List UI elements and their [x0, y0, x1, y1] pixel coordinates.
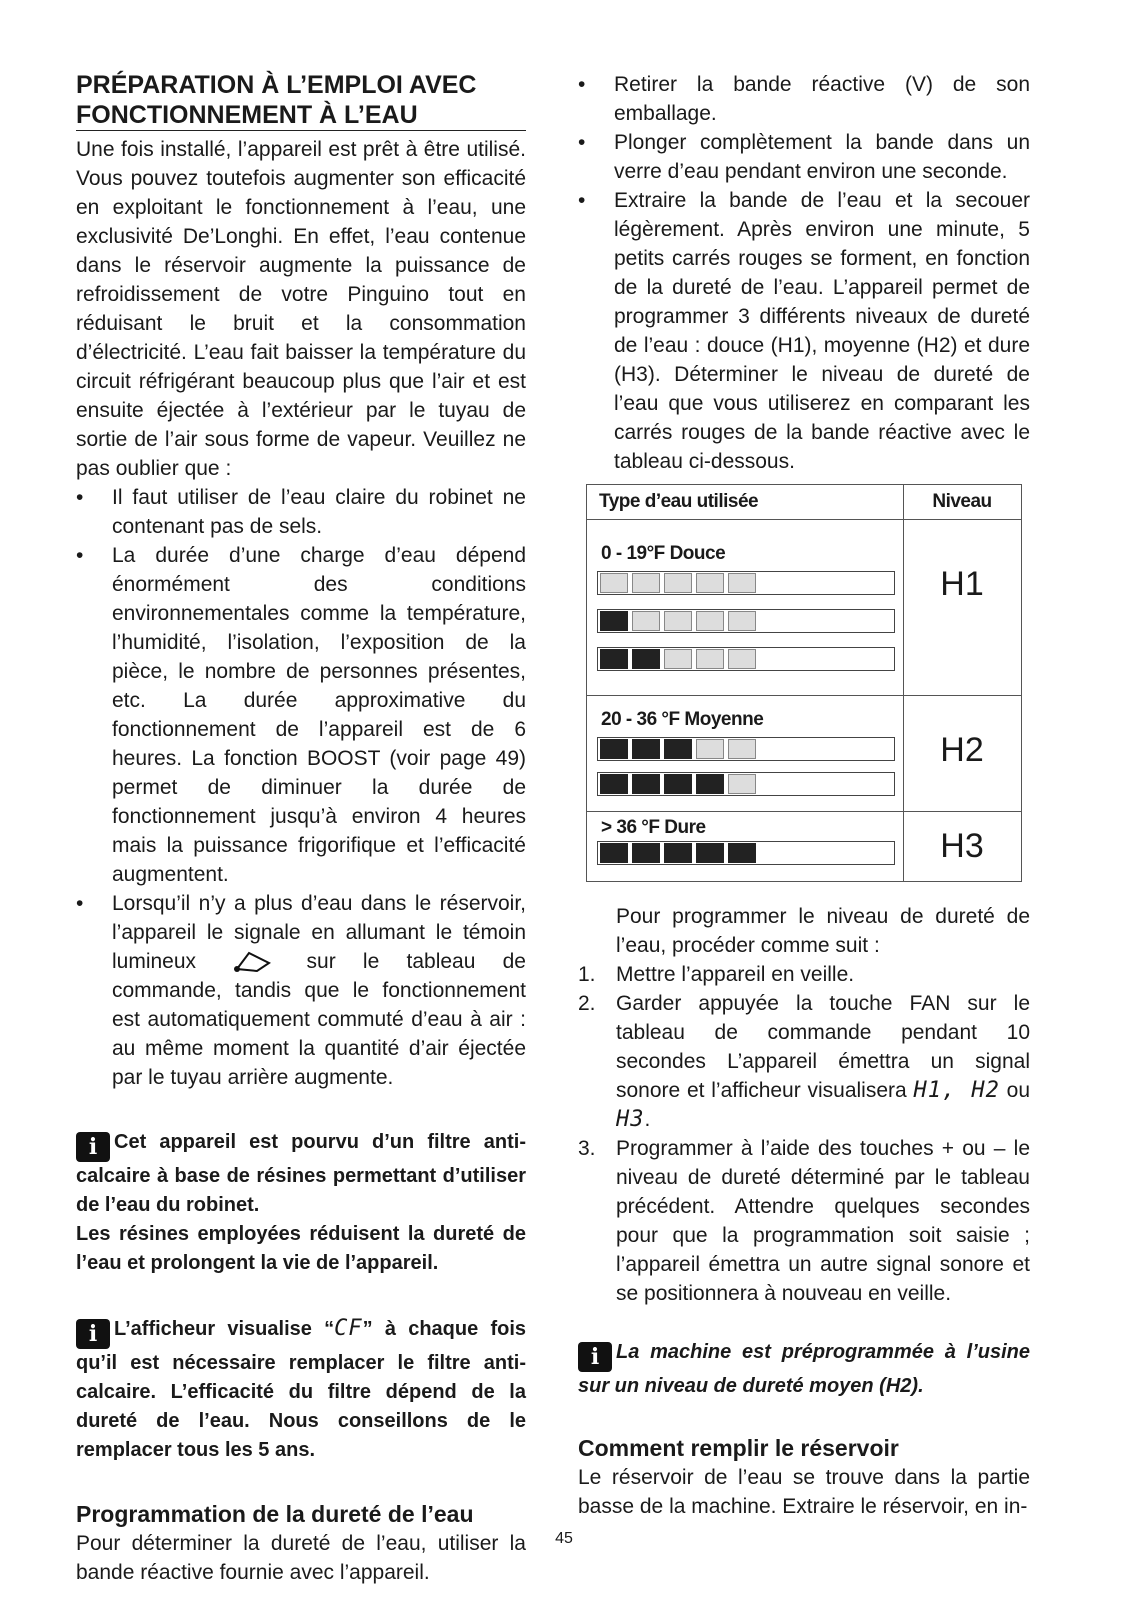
- test-strip-0-dark: [597, 571, 895, 595]
- table-header-type: Type d’eau utilisée: [599, 491, 759, 512]
- info-icon: i: [76, 1319, 110, 1349]
- fill-subtitle: Comment remplir le réservoir: [578, 1435, 899, 1461]
- list-item: • Plonger complètement la bande dans un verre d’eau pendant environ une seconde.: [578, 128, 1030, 186]
- step-number: 2.: [578, 992, 596, 1015]
- strip-square: [600, 774, 628, 794]
- list-item: • Retirer la bande réactive (V) de son emballage.: [578, 70, 1030, 128]
- list-item: • Il faut utiliser de l’eau claire du robinet ne contenant pas de sels.: [76, 483, 526, 541]
- factory-note-text: La machine est préprogrammée à l’usine sur un niveau de dureté moyen (H2).: [578, 1341, 1030, 1397]
- display-code-h3: H3: [616, 1107, 645, 1132]
- cf-note-post: ” à chaque fois qu’il est nécessaire remplacer le filtre anti-calcaire. L’efficacité du filtre dépend de la dureté de l’eau. Nous conseillons de le remplacer tous les 5 ans.: [76, 1318, 527, 1461]
- strip-square: [696, 774, 724, 794]
- filter-note-text-a: Cet appareil est pourvu d’un filtre anti-calcaire à base de résines permettant d’utiliser de l’eau du robinet.: [76, 1131, 526, 1216]
- strip-square: [632, 611, 660, 631]
- test-strip-3-dark: [597, 737, 895, 761]
- right-bullet-list: [578, 70, 1030, 476]
- list-item: • La durée d’une charge d’eau dépend énormément des conditions environnementales comme la température, l’humidité, l’isolation, l’exposition de la pièce, le nombre de personnes présentes, etc. La durée approximative du fonctionnement de l’appareil est de 6 heures. La fonction BOOST (voir page 49) permet de diminuer la durée de fonctionnement jusqu’à environ 4 heures mais la puissance frigorifique et l’efficacité augmentent.: [76, 541, 526, 889]
- bullet3-text-b: sur le tableau de commande, tandis que le fonctionnement est automatiquement commuté d’eau à air : au même moment la quantité d’air éjectée par le tuyau arrière augmente.: [112, 950, 526, 1089]
- level-h2: H2: [940, 731, 984, 769]
- or-word: ou: [1006, 1079, 1030, 1102]
- strip-square: [728, 573, 756, 593]
- list-item: [76, 889, 526, 1092]
- strip-square: [600, 649, 628, 669]
- fill-text: Le réservoir de l’eau se trouve dans la partie basse de la machine. Extraire le réservoir, en in-: [578, 1466, 1030, 1518]
- cf-display-code: CF: [334, 1316, 363, 1341]
- prog-intro: Pour programmer le niveau de dureté de l’eau, procéder comme suit :: [616, 905, 1030, 957]
- list-item: [578, 1134, 1030, 1308]
- strip-square: [728, 774, 756, 794]
- left-bullet-list: [76, 483, 526, 1092]
- strip-square: [600, 611, 628, 631]
- step-text: Mettre l’appareil en veille.: [616, 963, 855, 986]
- hardness-text: Pour déterminer la dureté de l’eau, utiliser la bande réactive fournie avec l’appareil.: [76, 1532, 526, 1584]
- group-label-medium: 20 - 36 °F Moyenne: [601, 709, 764, 730]
- test-strip-1-dark: [597, 609, 895, 633]
- water-tank-empty-icon: [229, 949, 273, 973]
- bullet3-text-a: Lorsqu’il n’y a plus d’eau dans le réservoir, l’appareil le signale en allumant le témoin lumineux: [112, 892, 526, 973]
- strip-square: [696, 611, 724, 631]
- strip-square: [664, 843, 692, 863]
- section-title: [76, 70, 526, 131]
- info-icon: i: [76, 1132, 110, 1162]
- hardness-table: [586, 484, 1022, 882]
- level-h3: H3: [940, 827, 984, 865]
- strip-square: [664, 774, 692, 794]
- strip-square: [728, 843, 756, 863]
- strip-square: [632, 739, 660, 759]
- right-column: [578, 70, 1030, 476]
- test-strip-4-dark: [597, 772, 895, 796]
- strip-square: [632, 843, 660, 863]
- left-column: [76, 70, 526, 1587]
- hardness-subtitle: Programmation de la dureté de l’eau: [76, 1501, 474, 1527]
- section-title-line1: PRÉPARATION À L’EMPLOI AVEC: [76, 71, 477, 99]
- strip-square: [728, 611, 756, 631]
- level-h1: H1: [940, 565, 984, 603]
- strip-square: [632, 649, 660, 669]
- filter-note: [76, 1128, 526, 1278]
- strip-square: [664, 649, 692, 669]
- list-item: • Extraire la bande de l’eau et la secouer légèrement. Après environ une minute, 5 petits carrés rouges se forment, en fonction de la dureté de l’eau. L’appareil permet de programmer 3 différents niveaux de dureté de l’eau : douce (H1), moyenne (H2) et dure (H3). Déterminer le niveau de dureté de l’eau que vous utiliserez en comparant les carrés rouges de la bande réactive avec le tableau ci-dessous.: [578, 186, 1030, 476]
- strip-square: [632, 774, 660, 794]
- strip-square: [600, 843, 628, 863]
- strip-square: [600, 573, 628, 593]
- cf-note: [76, 1314, 526, 1465]
- step-text: Programmer à l’aide des touches + ou – le niveau de dureté déterminé par le tableau précédent. Attendre quelques secondes pour que la programmation soit saisie ; l’appareil émettra un autre signal sonore et se positionnera à nouveau en veille.: [616, 1137, 1030, 1305]
- group-label-soft: 0 - 19°F Douce: [601, 543, 726, 564]
- strip-square: [728, 739, 756, 759]
- strip-square: [600, 739, 628, 759]
- group-label-hard: > 36 °F Dure: [601, 817, 706, 838]
- steps-list: [578, 960, 1030, 1308]
- right-column-lower: [578, 902, 1030, 1521]
- test-strip-2-dark: [597, 647, 895, 671]
- page-number: 45: [555, 1530, 573, 1547]
- strip-square: [696, 649, 724, 669]
- section-title-line2: FONCTIONNEMENT À L’EAU: [76, 101, 418, 129]
- strip-square: [664, 573, 692, 593]
- strip-square: [696, 843, 724, 863]
- step-text: Garder appuyée la touche FAN sur le tableau de commande pendant 10 secondes L’appareil émettra un signal sonore et l’afficheur visualisera: [616, 992, 1030, 1102]
- info-icon: i: [578, 1342, 612, 1372]
- strip-square: [664, 739, 692, 759]
- step-number: 3.: [578, 1137, 596, 1160]
- factory-note: [578, 1338, 1030, 1401]
- list-item: [578, 960, 1030, 989]
- strip-square: [664, 611, 692, 631]
- display-codes: H1, H2: [913, 1078, 1000, 1103]
- step-number: 1.: [578, 963, 596, 986]
- strip-square: [696, 573, 724, 593]
- intro-paragraph: Une fois installé, l’appareil est prêt à être utilisé. Vous pouvez toutefois augmenter son efficacité en exploitant le fonctionnement à l’eau, une exclusivité De’Longhi. En effet, l’eau contenue dans le réservoir augmente la puissance de refroidissement de votre Pinguino tout en réduisant le bruit et la consommation d’électricité. L’eau fait baisser la température du circuit réfrigérant beaucoup plus que l’air et est ensuite éjectée à l’extérieur par le tuyau de sortie de l’air sous forme de vapeur. Veuillez ne pas oublier que :: [76, 138, 526, 480]
- list-item: 2. Garder appuyée la touche FAN sur le tableau de commande pendant 10 secondes L’appareil émettra un signal sonore et l’afficheur visualisera H1, H2 ou H3.: [578, 989, 1030, 1134]
- cf-note-pre: L’afficheur visualise “: [114, 1318, 335, 1340]
- strip-square: [696, 739, 724, 759]
- filter-note-text-b: Les résines employées réduisent la dureté de l’eau et prolongent la vie de l’appareil.: [76, 1223, 526, 1274]
- strip-square: [632, 573, 660, 593]
- test-strip-5-dark: [597, 841, 895, 865]
- strip-square: [728, 649, 756, 669]
- table-header-level: Niveau: [932, 491, 992, 512]
